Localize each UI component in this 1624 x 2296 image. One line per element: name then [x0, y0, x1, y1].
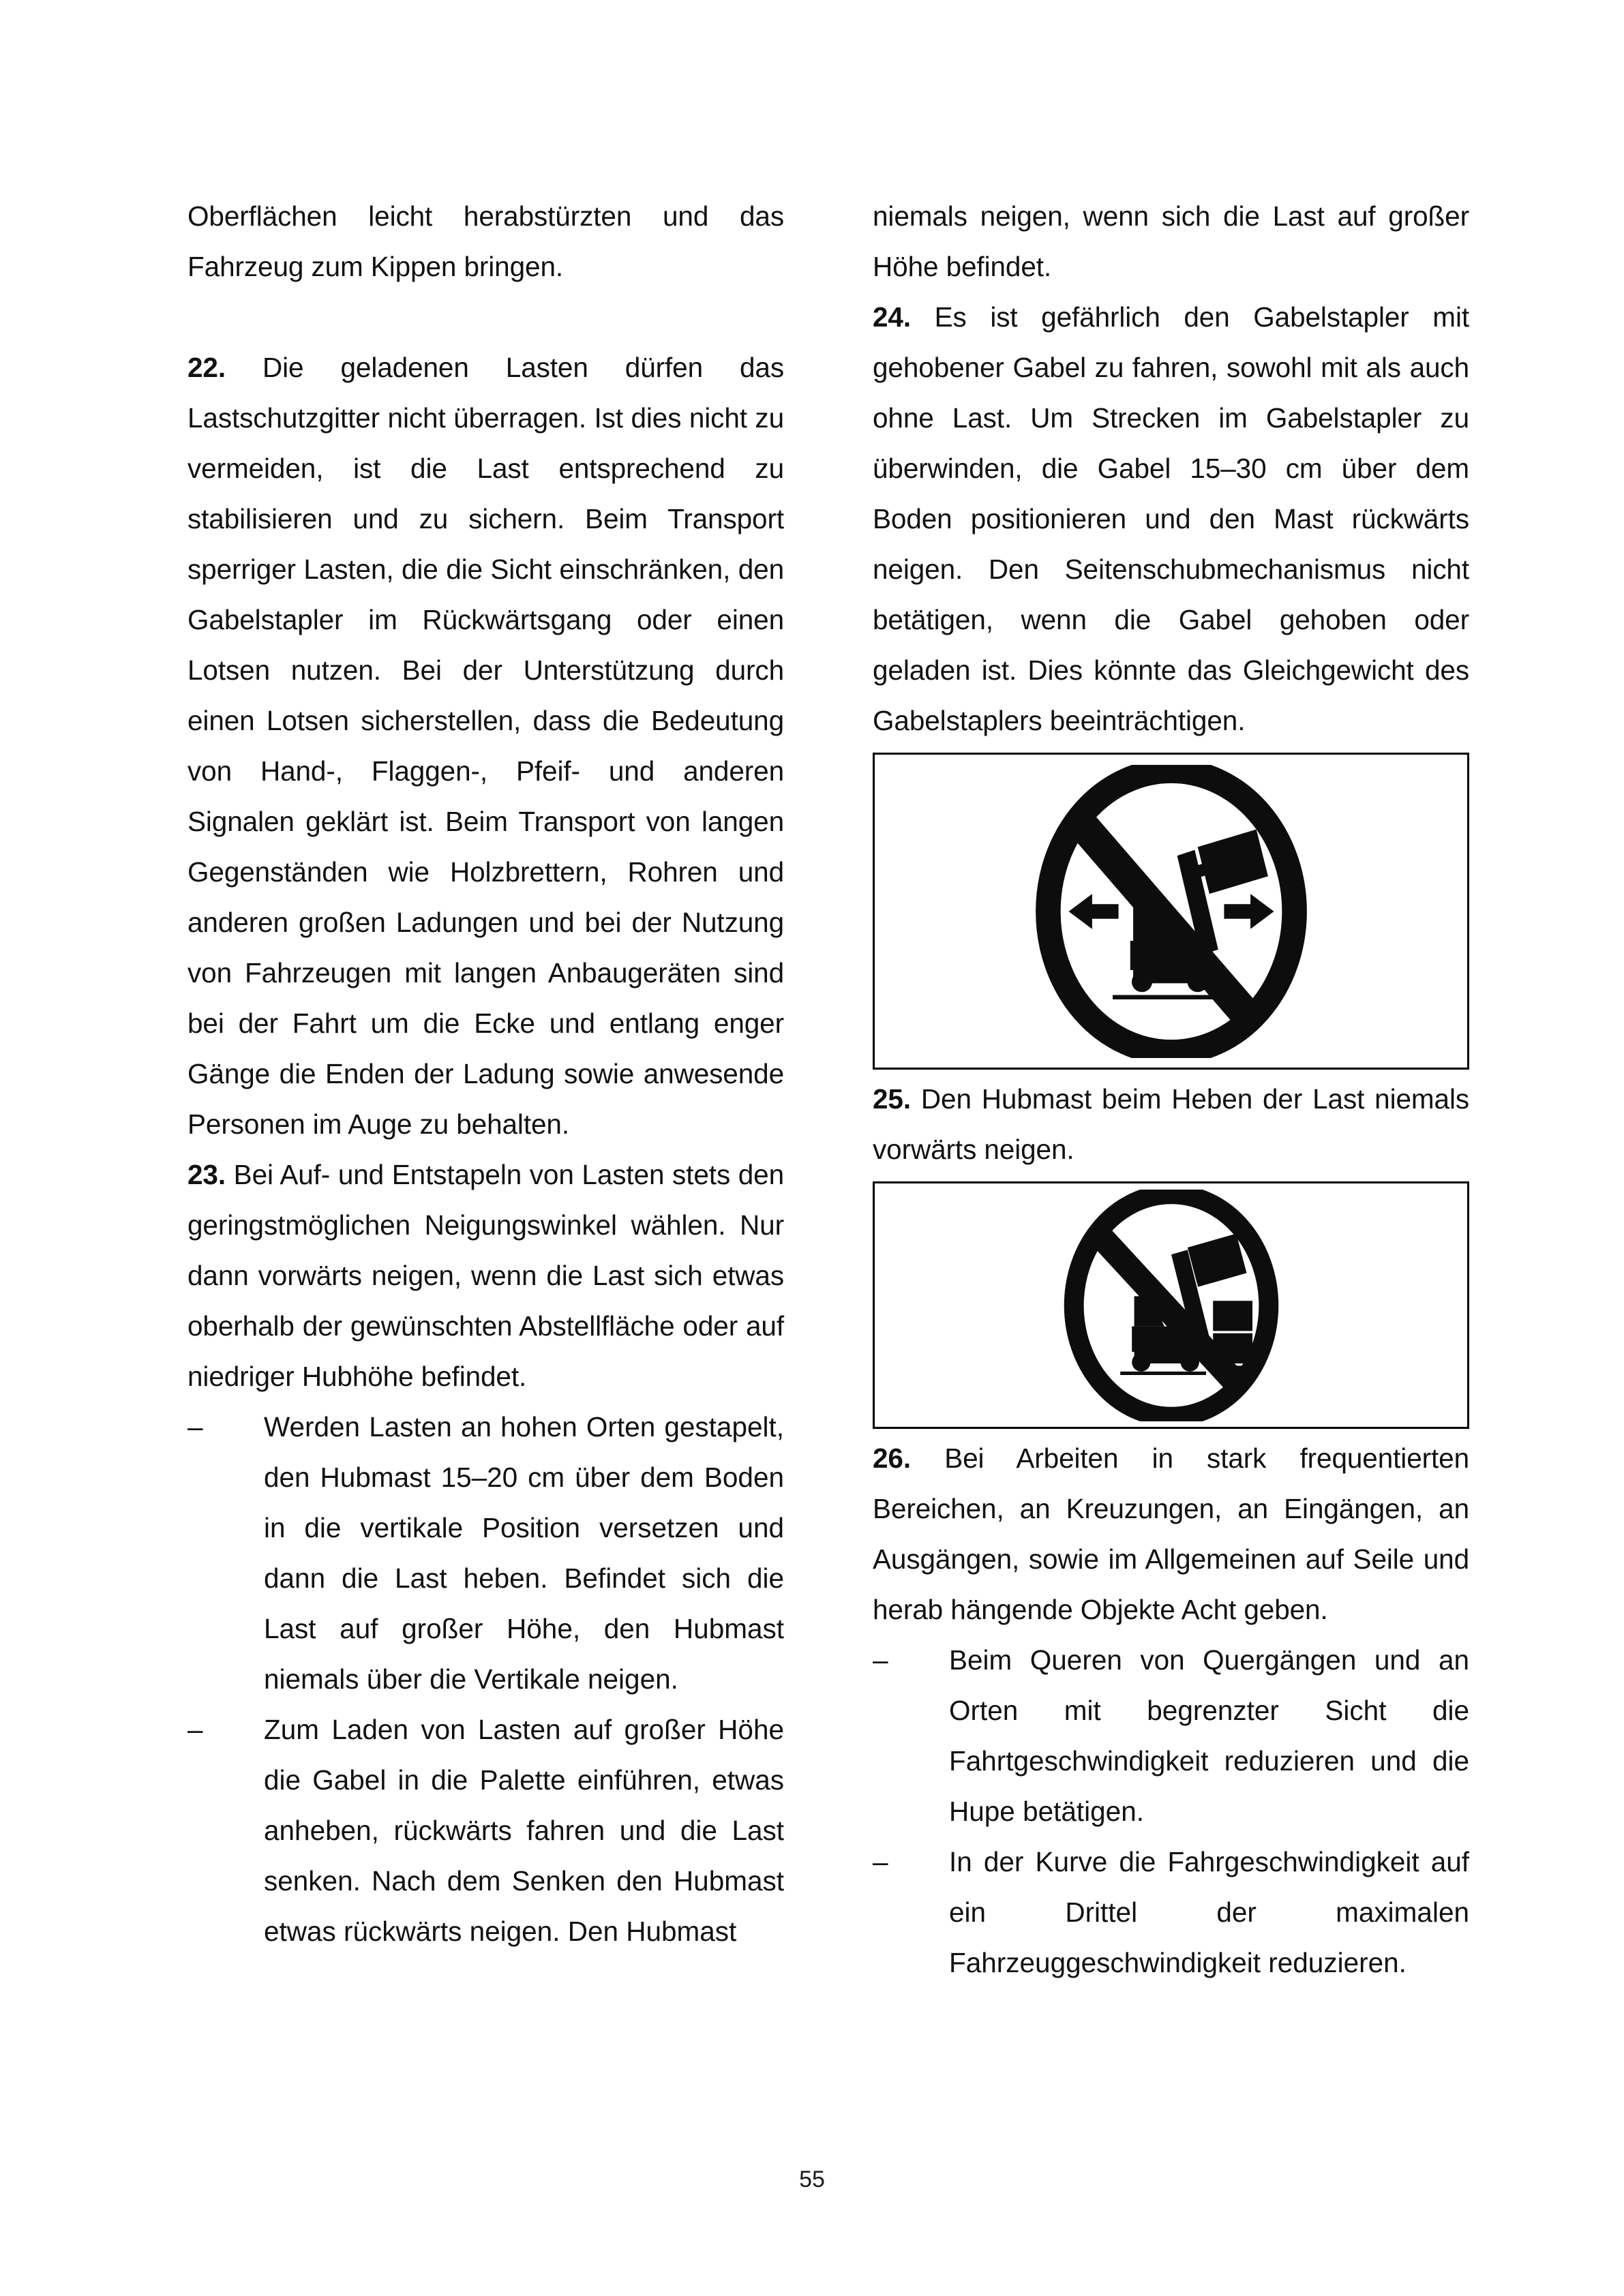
list-item-24-number: 24. [873, 301, 912, 333]
list-item-23-text: Bei Auf- und Entstapeln von Lasten stets den geringstmöglichen Neigungswinkel wählen. Nur dann vorwärts neigen, wenn die Last sich etwas oberhalb der gewünschten Abstellfläche oder auf niedriger Hubhöhe befindet. [187, 1159, 785, 1392]
list-item-24-text: Es ist gefährlich den Gabelstapler mit gehobener Gabel zu fahren, sowohl mit als auch ohne Last. Um Strecken im Gabelstapler zu überwinden, die Gabel 15–30 cm über dem Boden positionieren und den Mast rückwärts neigen. Den Seitenschubmechanismus nicht betätigen, wenn die Gabel gehoben oder geladen ist. Dies könnte das Gleichgewicht des Gabelstaplers beeinträchtigen. [873, 301, 1469, 736]
list-item-23 [187, 1149, 784, 1402]
paragraph-spacer [187, 292, 784, 342]
list-item-25-text: Den Hubmast beim Heben der Last niemals vorwärts neigen. [873, 1083, 1469, 1165]
bullet-text: Werden Lasten an hohen Orten gestapelt, den Hubmast 15–20 cm über dem Boden in die vertikale Position versetzen und dann die Last heben. Befindet sich die Last auf großer Höhe, den Hubmast niemals über die Vertikale neigen. [264, 1411, 784, 1695]
bullet-dash-icon: – [187, 1411, 203, 1442]
left-column [187, 191, 784, 1957]
bullet-item [187, 1704, 784, 1957]
list-item-26-number: 26. [873, 1442, 912, 1474]
bullet-item [873, 1837, 1469, 1988]
paragraph-continuation-right: niemals neigen, wenn sich die Last auf großer Höhe befindet. [873, 200, 1469, 282]
bullet-text: Beim Queren von Quergängen und an Orten mit begrenzter Sicht die Fahrtgeschwindigkeit reduzieren und die Hupe betätigen. [949, 1644, 1469, 1827]
prohibition-sign-sideshift-icon [1025, 765, 1318, 1058]
list-item-23-bullets [187, 1402, 784, 1957]
right-column [873, 191, 1469, 1988]
bullet-dash-icon: – [873, 1846, 888, 1877]
bullet-item [873, 1635, 1469, 1837]
figure-prohibition-forward-tilt [873, 1181, 1469, 1429]
list-item-26-text: Bei Arbeiten in stark frequentierten Bereichen, an Kreuzungen, an Eingängen, an Ausgängen, sowie im Allgemeinen auf Seile und herab hängende Objekte Acht geben. [873, 1442, 1470, 1625]
list-item-23-number: 23. [187, 1159, 226, 1190]
bullet-text: In der Kurve die Fahrgeschwindigkeit auf ein Drittel der maximalen Fahrzeuggeschwindigkeit reduzieren. [949, 1846, 1469, 1978]
bullet-item [187, 1402, 784, 1704]
list-item-26 [873, 1433, 1469, 1635]
paragraph-continuation-left: Oberflächen leicht herabstürzten und das Fahrzeug zum Kippen bringen. [187, 200, 784, 282]
list-item-22-text: Die geladenen Lasten dürfen das Lastschutzgitter nicht überragen. Ist dies nicht zu vermeiden, ist die Last entsprechend zu stabilisieren und zu sichern. Beim Transport sperriger Lasten, die die Sicht einschränken, den Gabelstapler im Rückwärtsgang oder einen Lotsen nutzen. Bei der Unterstützung durch einen Lotsen sicherstellen, dass die Bedeutung von Hand-, Flaggen-, Pfeif- und anderen Signalen geklärt ist. Beim Transport von langen Gegenständen wie Holzbrettern, Rohren und anderen großen Ladungen und bei der Nutzung von Fahrzeugen mit langen Anbaugeräten sind bei der Fahrt um die Ecke und entlang enger Gänge die Enden der Ladung sowie anwesende Personen im Auge zu behalten. [187, 352, 784, 1140]
prohibition-sign-forward-tilt-icon [1055, 1190, 1287, 1421]
list-item-22 [187, 342, 784, 1149]
list-item-22-number: 22. [187, 352, 226, 383]
two-column-body [187, 191, 1469, 1988]
bullet-dash-icon: – [187, 1714, 203, 1745]
list-item-24 [873, 292, 1469, 746]
list-item-26-bullets [873, 1635, 1469, 1988]
bullet-text: Zum Laden von Lasten auf großer Höhe die Gabel in die Palette einführen, etwas anheben, rückwärts fahren und die Last senken. Nach dem Senken den Hubmast etwas rückwärts neigen. Den Hubmast [264, 1714, 784, 1947]
page-number: 55 [799, 2166, 825, 2192]
figure-prohibition-sideshift [873, 753, 1469, 1070]
bullet-dash-icon: – [873, 1644, 888, 1676]
list-item-25-number: 25. [873, 1083, 912, 1115]
list-item-25 [873, 1074, 1469, 1175]
